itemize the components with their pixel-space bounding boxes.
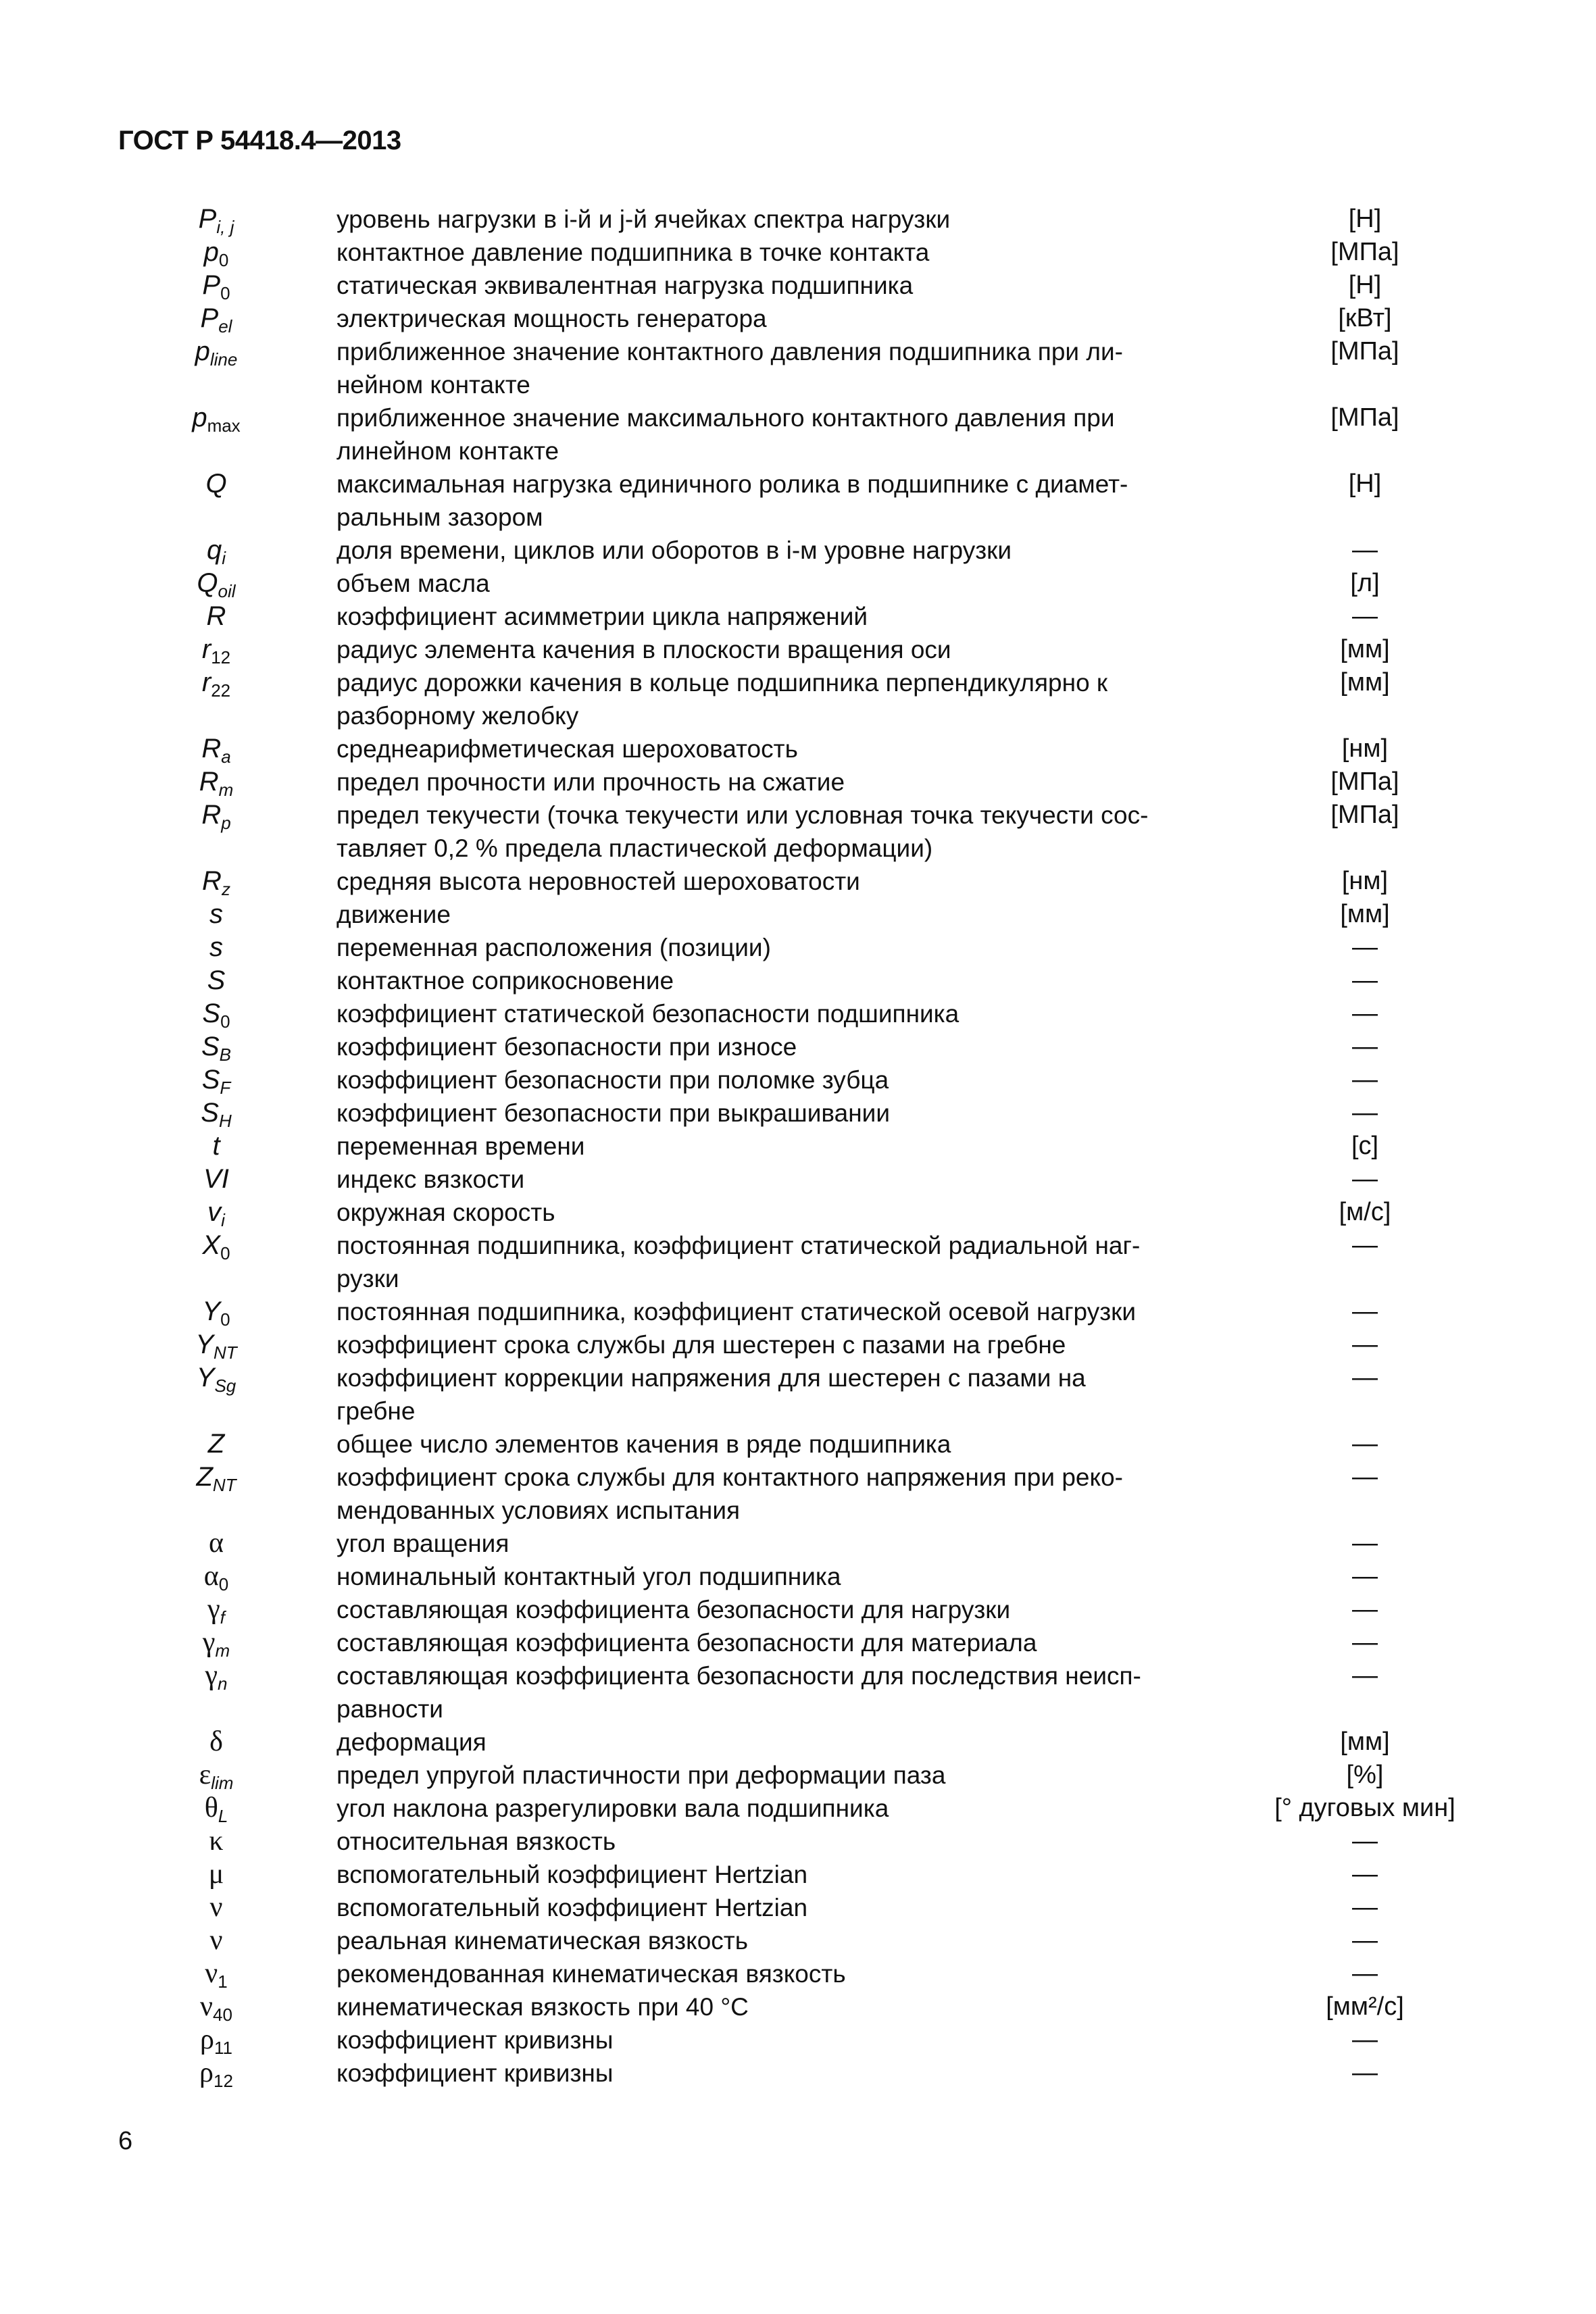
unit: —: [1352, 1529, 1378, 1557]
symbol-letter: Y: [196, 1363, 215, 1392]
description-line: деформация: [336, 1728, 487, 1756]
symbol: [155, 1726, 277, 1759]
symbol-letter: γ: [202, 1627, 216, 1658]
symbol-subscript: 0: [220, 1243, 230, 1263]
symbol-letter: S: [207, 965, 226, 995]
symbol-subscript: 0: [220, 1011, 230, 1032]
symbol-letter: ρ: [200, 2024, 214, 2055]
symbol: [155, 600, 277, 633]
symbol-description: [336, 1759, 1215, 1792]
description-line: контактное давление подшипника в точке контакта: [336, 238, 930, 266]
description-line: коэффициент кривизны: [336, 2026, 614, 2054]
description-line: составляющая коэффициента безопасности для последствия неисп-: [336, 1662, 1141, 1690]
symbol: [155, 1858, 277, 1891]
description-line: коэффициент срока службы для контактного напряжения при реко-: [336, 1463, 1123, 1491]
unit: —: [1352, 1463, 1378, 1491]
unit: [нм]: [1341, 734, 1389, 763]
symbol-letter: VI: [203, 1164, 229, 1194]
symbol-description: [336, 1196, 1215, 1229]
description-line: мендованных условиях испытания: [336, 1496, 741, 1524]
description-line: кинематическая вязкость при 40 °С: [336, 1993, 749, 2021]
unit: —: [1352, 1065, 1378, 1094]
description-line: приближенное значение контактного давления подшипника при ли-: [336, 338, 1123, 366]
unit: [Н]: [1348, 205, 1382, 233]
symbol-subscript: 22: [211, 680, 231, 701]
symbol-subscript: H: [218, 1111, 232, 1131]
description-line: объем масла: [336, 570, 490, 597]
description-line: гребне: [336, 1397, 416, 1425]
description-line: вспомогательный коэффициент Hertzian: [336, 1861, 808, 1888]
symbol-letter: r: [201, 634, 211, 664]
symbol-subscript: 1: [218, 1971, 228, 1992]
symbol-description: [336, 1957, 1215, 1990]
symbol-description: [336, 534, 1215, 567]
description-line: доля времени, циклов или оборотов в i-м уровне нагрузки: [336, 536, 1012, 564]
symbol: [155, 1825, 277, 1858]
symbol-description: [336, 1891, 1215, 1924]
symbol: [155, 335, 277, 376]
symbol: [155, 1130, 277, 1163]
symbol-letter: α: [208, 1528, 224, 1559]
symbol-letter: Z: [196, 1462, 213, 1492]
unit: —: [1352, 1595, 1378, 1624]
unit: —: [1352, 1297, 1378, 1326]
symbol-subscript: 11: [214, 2038, 232, 2058]
description-line: радиус дорожки качения в кольце подшипника перпендикулярно к: [336, 669, 1108, 697]
symbol-subscript: max: [207, 416, 241, 436]
symbol-description: [336, 2057, 1215, 2090]
unit: —: [1352, 1562, 1378, 1590]
symbol-description: [336, 1858, 1215, 1891]
symbol-description: [336, 1593, 1215, 1626]
unit: —: [1352, 602, 1378, 630]
symbol-letter: s: [209, 932, 223, 962]
description-line: коэффициент коррекции напряжения для шестерен с пазами на: [336, 1364, 1086, 1392]
unit: [° дуговых мин]: [1274, 1794, 1455, 1822]
symbol-description: [336, 1428, 1215, 1461]
unit: [кВт]: [1338, 304, 1392, 332]
unit: —: [1352, 1827, 1378, 1855]
symbol-letter: Y: [202, 1297, 221, 1326]
document-header: ГОСТ Р 54418.4—2013: [118, 126, 401, 155]
symbol-description: [336, 2023, 1215, 2057]
unit: —: [1352, 1231, 1378, 1259]
symbol: [155, 1229, 277, 1270]
symbol-description: [336, 302, 1215, 335]
symbol-description: [336, 1924, 1215, 1957]
unit: [с]: [1351, 1132, 1379, 1160]
symbol-subscript: 40: [213, 2005, 232, 2025]
description-line: индекс вязкости: [336, 1165, 525, 1193]
unit: —: [1352, 2026, 1378, 2054]
symbol-letter: p: [203, 237, 219, 267]
symbol: [155, 1461, 277, 1502]
symbol-description: [336, 1726, 1215, 1759]
description-line: равности: [336, 1695, 443, 1723]
symbol: [155, 401, 277, 443]
unit: [МПа]: [1330, 403, 1399, 432]
symbol-description: [336, 1461, 1215, 1527]
symbol: [155, 1924, 277, 1957]
symbol-subscript: m: [218, 780, 234, 800]
unit: —: [1352, 1661, 1378, 1690]
unit: [МПа]: [1330, 337, 1399, 366]
symbol-letter: ν: [209, 1925, 223, 1956]
symbol-description: [336, 765, 1215, 799]
symbol-letter: S: [201, 1065, 220, 1095]
unit: —: [1352, 2059, 1378, 2087]
unit: [МПа]: [1330, 768, 1399, 796]
symbol-description: [336, 1063, 1215, 1097]
symbol-subscript: 0: [218, 250, 229, 270]
symbol-letter: μ: [208, 1859, 224, 1890]
symbol: [155, 666, 277, 707]
description-line: предел текучести (точка текучести или условная точка текучести сос-: [336, 801, 1149, 829]
symbol-subscript: L: [218, 1806, 228, 1826]
description-line: коэффициент асимметрии цикла напряжений: [336, 603, 868, 630]
symbol-letter: γ: [207, 1594, 220, 1625]
symbol-letter: t: [212, 1131, 220, 1161]
symbol-description: [336, 1990, 1215, 2023]
symbol-description: [336, 468, 1215, 534]
unit: [Н]: [1348, 470, 1382, 498]
description-line: рузки: [336, 1265, 399, 1292]
symbol-letter: P: [198, 204, 217, 234]
symbol-description: [336, 1229, 1215, 1295]
symbol-letter: p: [192, 403, 207, 432]
symbol-subscript: i: [222, 548, 226, 568]
symbol-description: [336, 1527, 1215, 1560]
symbol-letter: γ: [205, 1660, 218, 1691]
symbol-description: [336, 269, 1215, 302]
symbol-subscript: i, j: [216, 217, 234, 237]
symbol-letter: R: [199, 767, 219, 797]
symbol-subscript: 12: [211, 647, 231, 668]
symbol-description: [336, 1361, 1215, 1428]
description-line: средняя высота неровностей шероховатости: [336, 867, 860, 895]
description-line: тавляет 0,2 % предела пластической деформации): [336, 834, 933, 862]
symbol-letter: X: [202, 1230, 221, 1260]
symbol-description: [336, 1163, 1215, 1196]
unit: —: [1352, 1926, 1378, 1955]
description-line: максимальная нагрузка единичного ролика в подшипнике с диамет-: [336, 470, 1128, 498]
symbol-letter: ρ: [199, 2057, 214, 2088]
symbol-letter: R: [206, 601, 226, 631]
description-line: статическая эквивалентная нагрузка подшипника: [336, 272, 914, 299]
symbol: [155, 964, 277, 997]
unit: —: [1352, 1165, 1378, 1193]
description-line: ральным зазором: [336, 503, 543, 531]
unit: —: [1352, 966, 1378, 995]
symbol: [155, 931, 277, 964]
unit: —: [1352, 536, 1378, 564]
description-line: линейном контакте: [336, 437, 559, 465]
symbol-subscript: NT: [212, 1475, 236, 1495]
symbol: [155, 1163, 277, 1196]
unit: —: [1352, 1330, 1378, 1359]
unit: —: [1352, 1860, 1378, 1888]
description-line: коэффициент кривизны: [336, 2059, 614, 2087]
symbol: [155, 468, 277, 501]
symbol-letter: δ: [209, 1726, 223, 1757]
symbol-description: [336, 401, 1215, 468]
symbol-letter: P: [202, 270, 221, 300]
symbol: [155, 2057, 277, 2098]
description-line: вспомогательный коэффициент Hertzian: [336, 1894, 808, 1921]
symbol-subscript: z: [221, 879, 230, 899]
symbol-description: [336, 1130, 1215, 1163]
symbol-description: [336, 600, 1215, 633]
symbol-description: [336, 203, 1215, 236]
unit: —: [1352, 999, 1378, 1028]
page-number: 6: [118, 2127, 133, 2155]
unit: [нм]: [1341, 867, 1389, 895]
unit: —: [1352, 1363, 1378, 1392]
description-line: угол наклона разрегулировки вала подшипника: [336, 1794, 889, 1822]
symbol-letter: ν: [205, 1958, 218, 1989]
description-line: составляющая коэффициента безопасности для материала: [336, 1629, 1037, 1657]
description-line: коэффициент безопасности при износе: [336, 1033, 797, 1061]
description-line: номинальный контактный угол подшипника: [336, 1563, 841, 1590]
unit: —: [1352, 1893, 1378, 1921]
symbol: [155, 1361, 277, 1403]
unit: [%]: [1346, 1761, 1384, 1789]
description-line: радиус элемента качения в плоскости вращения оси: [336, 636, 951, 663]
symbol-letter: P: [200, 303, 219, 333]
symbol-subscript: 0: [220, 283, 230, 303]
symbol-description: [336, 1030, 1215, 1063]
symbol-description: [336, 633, 1215, 666]
symbol-letter: q: [206, 535, 222, 565]
description-line: приближенное значение максимального контактного давления при: [336, 404, 1115, 432]
symbol-description: [336, 1626, 1215, 1659]
symbol-description: [336, 865, 1215, 898]
symbol-subscript: 12: [214, 2071, 233, 2091]
symbol-letter: Q: [197, 568, 218, 598]
description-line: постоянная подшипника, коэффициент статической радиальной наг-: [336, 1232, 1141, 1259]
symbol-subscript: line: [209, 349, 238, 370]
symbol-subscript: f: [220, 1607, 225, 1628]
symbol-letter: α: [203, 1561, 219, 1592]
unit: —: [1352, 1099, 1378, 1127]
symbol-description: [336, 1560, 1215, 1593]
symbol-description: [336, 666, 1215, 732]
symbol-letter: ν: [209, 1892, 223, 1923]
description-line: предел упругой пластичности при деформации паза: [336, 1761, 946, 1789]
symbol: [155, 799, 277, 840]
symbol: [155, 1891, 277, 1924]
symbol-description: [336, 997, 1215, 1030]
unit: —: [1352, 1430, 1378, 1458]
symbol-subscript: Sg: [214, 1376, 236, 1396]
symbol-letter: S: [201, 1098, 219, 1128]
symbol-letter: θ: [204, 1792, 218, 1823]
symbol-description: [336, 1792, 1215, 1825]
symbol-letter: S: [201, 1032, 220, 1061]
unit: [МПа]: [1330, 801, 1399, 829]
description-line: коэффициент безопасности при выкрашивании: [336, 1099, 890, 1127]
symbol-letter: p: [195, 336, 210, 366]
symbol-letter: ε: [199, 1759, 211, 1790]
description-line: коэффициент статической безопасности подшипника: [336, 1000, 959, 1028]
unit: [м/с]: [1339, 1198, 1391, 1226]
symbol-description: [336, 1825, 1215, 1858]
symbol-letter: v: [207, 1197, 222, 1227]
symbol-subscript: B: [219, 1045, 232, 1065]
symbol-subscript: 0: [218, 1574, 229, 1594]
symbol-letter: s: [209, 899, 223, 929]
symbol-letter: R: [201, 800, 222, 830]
description-line: движение: [336, 901, 451, 928]
symbol-description: [336, 964, 1215, 997]
unit: [мм²/с]: [1326, 1992, 1404, 2021]
description-line: угол вращения: [336, 1530, 509, 1557]
symbol: [155, 1428, 277, 1461]
description-line: предел прочности или прочность на сжатие: [336, 768, 845, 796]
description-line: переменная расположения (позиции): [336, 934, 771, 961]
symbol-description: [336, 1328, 1215, 1361]
symbol-subscript: el: [218, 316, 232, 336]
symbol-letter: Z: [207, 1429, 225, 1459]
symbol-description: [336, 567, 1215, 600]
symbol-description: [336, 799, 1215, 865]
symbol-letter: Y: [195, 1330, 214, 1359]
unit: —: [1352, 1959, 1378, 1988]
symbol-subscript: i: [221, 1210, 225, 1230]
description-line: общее число элементов качения в ряде подшипника: [336, 1430, 951, 1458]
symbol-subscript: 0: [220, 1309, 230, 1330]
symbol-letter: R: [201, 734, 222, 763]
unit: —: [1352, 933, 1378, 961]
unit: [мм]: [1340, 668, 1390, 697]
description-line: окружная скорость: [336, 1199, 555, 1226]
unit: —: [1352, 1628, 1378, 1657]
description-line: постоянная подшипника, коэффициент статической осевой нагрузки: [336, 1298, 1137, 1326]
description-line: реальная кинематическая вязкость: [336, 1927, 749, 1955]
description-line: переменная времени: [336, 1132, 585, 1160]
description-line: коэффициент безопасности при поломке зубца: [336, 1066, 889, 1094]
description-line: нейном контакте: [336, 371, 530, 399]
symbol-subscript: a: [221, 747, 231, 767]
unit: [МПа]: [1330, 238, 1399, 266]
symbol-letter: S: [202, 999, 221, 1028]
symbol-description: [336, 898, 1215, 931]
symbol-letter: Q: [205, 469, 227, 499]
symbol-description: [336, 236, 1215, 269]
symbol-description: [336, 1295, 1215, 1328]
symbol-subscript: m: [215, 1640, 230, 1661]
symbol-subscript: oil: [218, 581, 236, 601]
symbol: [155, 1659, 277, 1701]
description-line: коэффициент срока службы для шестерен с пазами на гребне: [336, 1331, 1066, 1359]
symbol-description: [336, 1659, 1215, 1726]
description-line: относительная вязкость: [336, 1828, 616, 1855]
unit: [мм]: [1340, 635, 1390, 663]
symbol-letter: r: [201, 668, 211, 697]
symbol: [155, 1527, 277, 1560]
symbol-subscript: F: [220, 1078, 231, 1098]
symbol-subscript: n: [218, 1674, 228, 1694]
description-line: разборному желобку: [336, 702, 579, 730]
unit: [мм]: [1340, 1728, 1390, 1756]
symbol: [155, 898, 277, 931]
unit: [Н]: [1348, 271, 1382, 299]
unit: [л]: [1350, 569, 1380, 597]
description-line: контактное соприкосновение: [336, 967, 674, 995]
description-line: рекомендованная кинематическая вязкость: [336, 1960, 846, 1988]
symbol-letter: R: [202, 866, 222, 896]
symbol-subscript: p: [221, 813, 231, 833]
symbol-description: [336, 335, 1215, 401]
unit: —: [1352, 1032, 1378, 1061]
symbol-letter: ν: [200, 1991, 214, 2022]
symbol-letter: κ: [209, 1826, 224, 1857]
description-line: среднеарифметическая шероховатость: [336, 735, 798, 763]
description-line: уровень нагрузки в i-й и j-й ячейках спектра нагрузки: [336, 205, 951, 233]
symbol-subscript: NT: [214, 1342, 237, 1363]
symbol-description: [336, 732, 1215, 765]
description-line: составляющая коэффициента безопасности для нагрузки: [336, 1596, 1011, 1624]
description-line: электрическая мощность генератора: [336, 305, 767, 332]
unit: [мм]: [1340, 900, 1390, 928]
symbol-description: [336, 931, 1215, 964]
symbol-subscript: lim: [211, 1773, 234, 1793]
symbol-description: [336, 1097, 1215, 1130]
